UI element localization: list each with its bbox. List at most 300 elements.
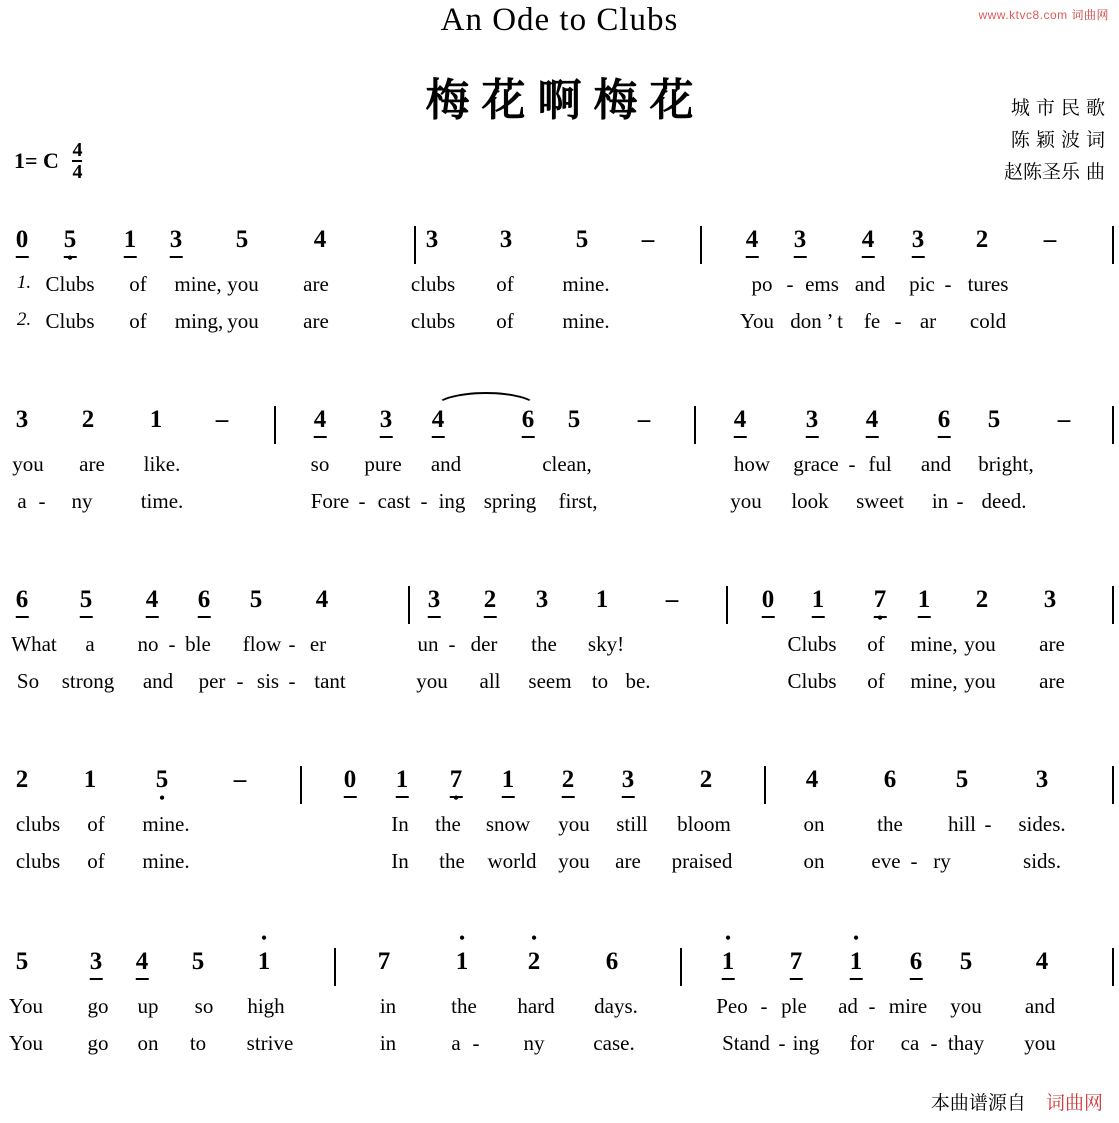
lyric-word: hill <box>947 812 977 836</box>
lyric-word: world <box>487 849 537 873</box>
note: 3 <box>425 226 439 253</box>
lyric-row-1 <box>0 812 1119 849</box>
lyric-word: - <box>472 1031 480 1055</box>
lyric-row-1 <box>0 452 1119 489</box>
note: 1 <box>396 766 409 798</box>
lyric-word: a <box>17 489 27 513</box>
lyric-word: You <box>8 994 44 1018</box>
footer-text: 本曲谱源自 <box>930 1092 1026 1114</box>
note: 1 • <box>722 948 735 980</box>
note: 3 <box>1035 766 1049 793</box>
lyric-word: like. <box>143 452 181 476</box>
lyric-word: so <box>310 452 330 476</box>
note: 3 <box>794 226 807 258</box>
note: 5 <box>959 948 973 975</box>
lyric-word: You <box>8 1031 44 1055</box>
octave-dot-high-icon: • <box>725 930 731 947</box>
note: 3 <box>806 406 819 438</box>
lyric-word: So <box>16 669 40 693</box>
octave-dot-high-icon: • <box>459 930 465 947</box>
lyric-word: - <box>778 1031 786 1055</box>
lyric-word: are <box>303 309 329 333</box>
lyric-word: in <box>931 489 949 513</box>
lyric-word: you <box>12 452 44 476</box>
lyric-word: on <box>803 849 825 873</box>
lyric-word: mine. <box>562 309 610 333</box>
lyric-word: der <box>470 632 498 656</box>
lyric-word: strive <box>246 1031 294 1055</box>
lyric-word: mine. <box>562 272 610 296</box>
barline <box>694 406 696 444</box>
barline <box>1112 406 1114 444</box>
octave-dot-high-icon: • <box>261 930 267 947</box>
watermark-site-cn: 词曲网 <box>1071 8 1109 22</box>
lyric-word: ful <box>868 452 892 476</box>
note: 3 <box>912 226 925 258</box>
lyric-word: cast <box>377 489 411 513</box>
note: 5 <box>567 406 581 433</box>
note: 5 <box>235 226 249 253</box>
lyric-word: you <box>950 994 982 1018</box>
note: 4 <box>805 766 819 793</box>
note: 2 <box>975 586 989 613</box>
lyric-word: bloom <box>677 812 731 836</box>
lyric-word: mine, <box>174 272 222 296</box>
barline <box>680 948 682 986</box>
credits-block <box>1004 92 1105 188</box>
note-row <box>0 766 1119 812</box>
lyric-word: Clubs <box>787 669 837 693</box>
note: 5 <box>249 586 263 613</box>
lyric-row-1 <box>0 994 1119 1031</box>
note: – <box>641 226 655 253</box>
lyric-word: are <box>1039 669 1065 693</box>
lyric-word: and <box>854 272 886 296</box>
note: 6 <box>522 406 535 438</box>
lyric-word: in <box>379 1031 397 1055</box>
lyric-word: up <box>137 994 159 1018</box>
note: – <box>1043 226 1057 253</box>
note: 4 <box>136 948 149 980</box>
note: 1 • <box>257 930 271 975</box>
lyric-word: of <box>867 669 885 693</box>
title-chinese: 梅花啊梅花 <box>425 75 706 126</box>
lyric-word: cold <box>969 309 1007 333</box>
lyric-word: thay <box>947 1031 985 1055</box>
lyric-word: ing <box>792 1031 820 1055</box>
lyric-word: ca <box>900 1031 920 1055</box>
note: 7 • <box>873 586 887 627</box>
lyric-word: spring <box>483 489 537 513</box>
lyric-word: - <box>358 489 366 513</box>
lyric-word: clubs <box>15 812 61 836</box>
note: 3 <box>170 226 183 258</box>
note: 5 <box>80 586 93 618</box>
note: 3 <box>90 948 103 980</box>
octave-dot-high-icon: • <box>853 930 859 947</box>
note: – <box>233 766 247 793</box>
lyric-word: how <box>733 452 771 476</box>
lyric-word: ple <box>781 994 807 1018</box>
note: 2 • <box>527 930 541 975</box>
lyric-word: fe <box>863 309 881 333</box>
lyric-word: mire <box>888 994 928 1018</box>
note: 7 • <box>449 766 463 807</box>
lyric-word: don <box>790 309 822 333</box>
lyric-word: still <box>616 812 648 836</box>
lyric-word: deed. <box>981 489 1027 513</box>
lyric-word: sids. <box>1023 849 1061 873</box>
music-system <box>0 930 1119 1068</box>
octave-dot-low-icon: • <box>453 790 459 807</box>
lyric-word: What <box>11 632 57 656</box>
lyric-word: - <box>894 309 902 333</box>
lyric-word: to <box>189 1031 207 1055</box>
lyric-word: are <box>615 849 641 873</box>
lyric-word: In <box>391 849 409 873</box>
lyric-word: you <box>558 849 590 873</box>
note: 2 <box>975 226 989 253</box>
lyric-word: sky! <box>587 632 625 656</box>
lyric-word: flow <box>242 632 282 656</box>
note: 4 <box>734 406 747 438</box>
note: 3 <box>15 406 29 433</box>
lyric-word: Stand <box>722 1031 770 1055</box>
note: 6 <box>883 766 897 793</box>
note: 5 <box>15 948 29 975</box>
barline <box>726 586 728 624</box>
note: 4 <box>146 586 159 618</box>
lyric-word: per <box>198 669 226 693</box>
lyric-word: Peo <box>716 994 748 1018</box>
lyric-word: the <box>877 812 903 836</box>
lyric-word: - <box>168 632 176 656</box>
note: – <box>1057 406 1071 433</box>
note: 6 <box>198 586 211 618</box>
lyric-row-2 <box>0 1031 1119 1068</box>
note: 4 <box>866 406 879 438</box>
note: 1 <box>83 766 97 793</box>
credit-line-1: 陈 颖 波 词 <box>1010 129 1105 151</box>
lyric-word: the <box>439 849 465 873</box>
note: 2 <box>484 586 497 618</box>
barline <box>414 226 416 264</box>
lyric-word: of <box>87 849 105 873</box>
note: 5 <box>955 766 969 793</box>
lyric-word: and <box>1024 994 1056 1018</box>
lyric-word: ’ <box>826 309 834 333</box>
lyric-row-1 <box>0 632 1119 669</box>
note: – <box>665 586 679 613</box>
lyric-word: mine, <box>910 632 958 656</box>
key-label: 1= C <box>14 148 59 174</box>
key-signature <box>14 139 83 184</box>
lyric-word: you <box>558 812 590 836</box>
note: 4 <box>314 406 327 438</box>
lyric-word: sis <box>256 669 280 693</box>
barline <box>408 586 410 624</box>
lyric-word: ems <box>805 272 839 296</box>
lyric-word: ad <box>838 994 858 1018</box>
note: 3 <box>499 226 513 253</box>
note-row <box>0 226 1119 272</box>
octave-dot-low-icon: • <box>877 610 883 627</box>
music-system <box>0 406 1119 526</box>
time-signature-denominator: 4 <box>72 161 83 183</box>
note: 2 <box>81 406 95 433</box>
lyric-row-2 <box>0 489 1119 526</box>
lyric-word: look <box>791 489 829 513</box>
music-system <box>0 766 1119 886</box>
lyric-word: you <box>1024 1031 1056 1055</box>
octave-dot-low-icon: • <box>159 790 165 807</box>
music-system <box>0 586 1119 706</box>
lyric-word: on <box>137 1031 159 1055</box>
note: 4 <box>313 226 327 253</box>
note: 0 <box>16 226 29 258</box>
lyric-word: grace <box>793 452 839 476</box>
lyric-word: - <box>944 272 952 296</box>
note: 6 <box>16 586 29 618</box>
note: – <box>637 406 651 433</box>
lyric-word: t <box>837 309 843 333</box>
lyric-word: - <box>760 994 768 1018</box>
lyric-row-2 <box>0 849 1119 886</box>
lyric-word: pure <box>364 452 402 476</box>
lyric-word: mine. <box>142 812 190 836</box>
note: 6 <box>605 948 619 975</box>
lyric-word: Clubs <box>787 632 837 656</box>
lyric-word: - <box>786 272 794 296</box>
note: 3 <box>380 406 393 438</box>
lyric-word: of <box>87 812 105 836</box>
note: 5 • <box>63 226 77 267</box>
lyric-word: mine. <box>142 849 190 873</box>
barline <box>764 766 766 804</box>
lyric-word: go <box>87 1031 109 1055</box>
lyric-word: ny <box>71 489 93 513</box>
note: 2 <box>699 766 713 793</box>
credit-line-2: 赵陈圣乐 曲 <box>1003 161 1105 183</box>
footer <box>931 1088 1103 1115</box>
lyric-word: the <box>435 812 461 836</box>
lyric-word: ry <box>933 849 951 873</box>
footer-site: 词曲网 <box>1045 1092 1103 1114</box>
lyric-word: and <box>430 452 462 476</box>
note: 5 <box>575 226 589 253</box>
note: 1 • <box>850 948 863 980</box>
barline <box>1112 226 1114 264</box>
note: 3 <box>428 586 441 618</box>
lyric-word: you <box>964 669 996 693</box>
lyric-word: pic <box>909 272 935 296</box>
lyric-word: - <box>984 812 992 836</box>
lyric-word: you <box>227 309 259 333</box>
lyric-word: bright, <box>978 452 1034 476</box>
lyric-word: - <box>956 489 964 513</box>
lyric-word: tures <box>967 272 1009 296</box>
lyric-word: first, <box>558 489 598 513</box>
note: – <box>215 406 229 433</box>
note: 0 <box>344 766 357 798</box>
note: 6 <box>910 948 923 980</box>
note: 7 <box>790 948 803 980</box>
lyric-word: so <box>194 994 214 1018</box>
lyric-word: time. <box>140 489 184 513</box>
lyric-word: no <box>137 632 159 656</box>
watermark-site: www.ktvc8.com <box>978 8 1068 22</box>
lyric-word: are <box>1039 632 1065 656</box>
lyric-word: ble <box>185 632 211 656</box>
lyric-word: of <box>496 309 514 333</box>
lyric-word: and <box>142 669 174 693</box>
lyric-word: Clubs <box>45 309 95 333</box>
lyric-word: of <box>867 632 885 656</box>
note: 1 <box>149 406 163 433</box>
lyric-word: of <box>496 272 514 296</box>
lyric-word: you <box>964 632 996 656</box>
lyric-word: a <box>85 632 95 656</box>
note: 5 <box>987 406 1001 433</box>
lyric-row-2 <box>0 669 1119 706</box>
lyric-word: sweet <box>856 489 904 513</box>
lyric-word: of <box>129 309 147 333</box>
time-signature-numerator: 4 <box>72 139 83 161</box>
lyric-word: - <box>236 669 244 693</box>
lyric-word: ar <box>919 309 937 333</box>
lyric-word: days. <box>594 994 638 1018</box>
note: 0 <box>762 586 775 618</box>
lyric-word: for <box>849 1031 875 1055</box>
lyric-word: - <box>448 632 456 656</box>
lyric-word: you <box>730 489 762 513</box>
note: 1 • <box>455 930 469 975</box>
note: 7 <box>377 948 391 975</box>
barline <box>1112 766 1114 804</box>
note: 1 <box>918 586 931 618</box>
lyric-word: hard <box>517 994 555 1018</box>
note-row <box>0 406 1119 452</box>
note-row <box>0 586 1119 632</box>
lyric-word: the <box>451 994 477 1018</box>
octave-dot-high-icon: • <box>531 930 537 947</box>
lyric-word: - <box>288 632 296 656</box>
lyric-word: all <box>479 669 501 693</box>
note: 4 <box>746 226 759 258</box>
lyric-row-1 <box>0 272 1119 309</box>
note: 5 • <box>155 766 169 807</box>
lyric-word: ming, <box>174 309 224 333</box>
lyric-word: ny <box>523 1031 545 1055</box>
note: 6 <box>938 406 951 438</box>
lyric-word: seem <box>528 669 572 693</box>
note: 2 <box>15 766 29 793</box>
note: 4 <box>432 406 445 438</box>
lyric-word: - <box>38 489 46 513</box>
title-english: An Ode to Clubs <box>440 2 679 38</box>
lyric-word: and <box>920 452 952 476</box>
lyric-word: clean, <box>542 452 592 476</box>
lyric-word: praised <box>671 849 733 873</box>
lyric-word: be. <box>625 669 651 693</box>
note: 3 <box>622 766 635 798</box>
slur-icon <box>434 392 538 408</box>
lyric-word: clubs <box>410 272 456 296</box>
note: 1 <box>812 586 825 618</box>
note: 5 <box>191 948 205 975</box>
note: 4 <box>862 226 875 258</box>
lyric-word: - <box>848 452 856 476</box>
note: 1 <box>595 586 609 613</box>
lyric-word: In <box>391 812 409 836</box>
note-row <box>0 930 1119 994</box>
lyric-word: 2. <box>16 309 32 330</box>
lyric-word: You <box>739 309 775 333</box>
credit-line-0: 城 市 民 歌 <box>1010 97 1105 119</box>
lyric-word: er <box>309 632 327 656</box>
barline <box>1112 586 1114 624</box>
lyric-row-2 <box>0 309 1119 346</box>
octave-dot-low-icon: • <box>67 250 73 267</box>
lyric-word: - <box>868 994 876 1018</box>
lyric-word: are <box>79 452 105 476</box>
lyric-word: you <box>416 669 448 693</box>
barline <box>1112 948 1114 986</box>
lyric-word: snow <box>485 812 531 836</box>
lyric-word: of <box>129 272 147 296</box>
lyric-word: Fore <box>310 489 350 513</box>
barline <box>700 226 702 264</box>
note: 3 <box>1043 586 1057 613</box>
note: 3 <box>535 586 549 613</box>
lyric-word: the <box>531 632 557 656</box>
lyric-word: high <box>247 994 285 1018</box>
lyric-word: po <box>751 272 773 296</box>
barline <box>334 948 336 986</box>
lyric-word: tant <box>314 669 346 693</box>
lyric-word: clubs <box>410 309 456 333</box>
note: 4 <box>315 586 329 613</box>
note: 1 <box>502 766 515 798</box>
lyric-word: ing <box>438 489 466 513</box>
lyric-word: mine, <box>910 669 958 693</box>
lyric-word: case. <box>593 1031 635 1055</box>
lyric-word: on <box>803 812 825 836</box>
time-signature <box>72 140 82 182</box>
lyric-word: go <box>87 994 109 1018</box>
lyric-word: strong <box>61 669 115 693</box>
lyric-word: to <box>591 669 609 693</box>
lyric-word: - <box>930 1031 938 1055</box>
lyric-word: in <box>379 994 397 1018</box>
note: 1 <box>124 226 137 258</box>
lyric-word: sides. <box>1018 812 1066 836</box>
lyric-word: are <box>303 272 329 296</box>
lyric-word: 1. <box>16 272 32 293</box>
music-system <box>0 226 1119 346</box>
lyric-word: - <box>910 849 918 873</box>
barline <box>300 766 302 804</box>
note: 2 <box>562 766 575 798</box>
lyric-word: you <box>227 272 259 296</box>
lyric-word: - <box>420 489 428 513</box>
barline <box>274 406 276 444</box>
lyric-word: clubs <box>15 849 61 873</box>
lyric-word: Clubs <box>45 272 95 296</box>
lyric-word: - <box>288 669 296 693</box>
lyric-word: un <box>417 632 439 656</box>
note: 4 <box>1035 948 1049 975</box>
